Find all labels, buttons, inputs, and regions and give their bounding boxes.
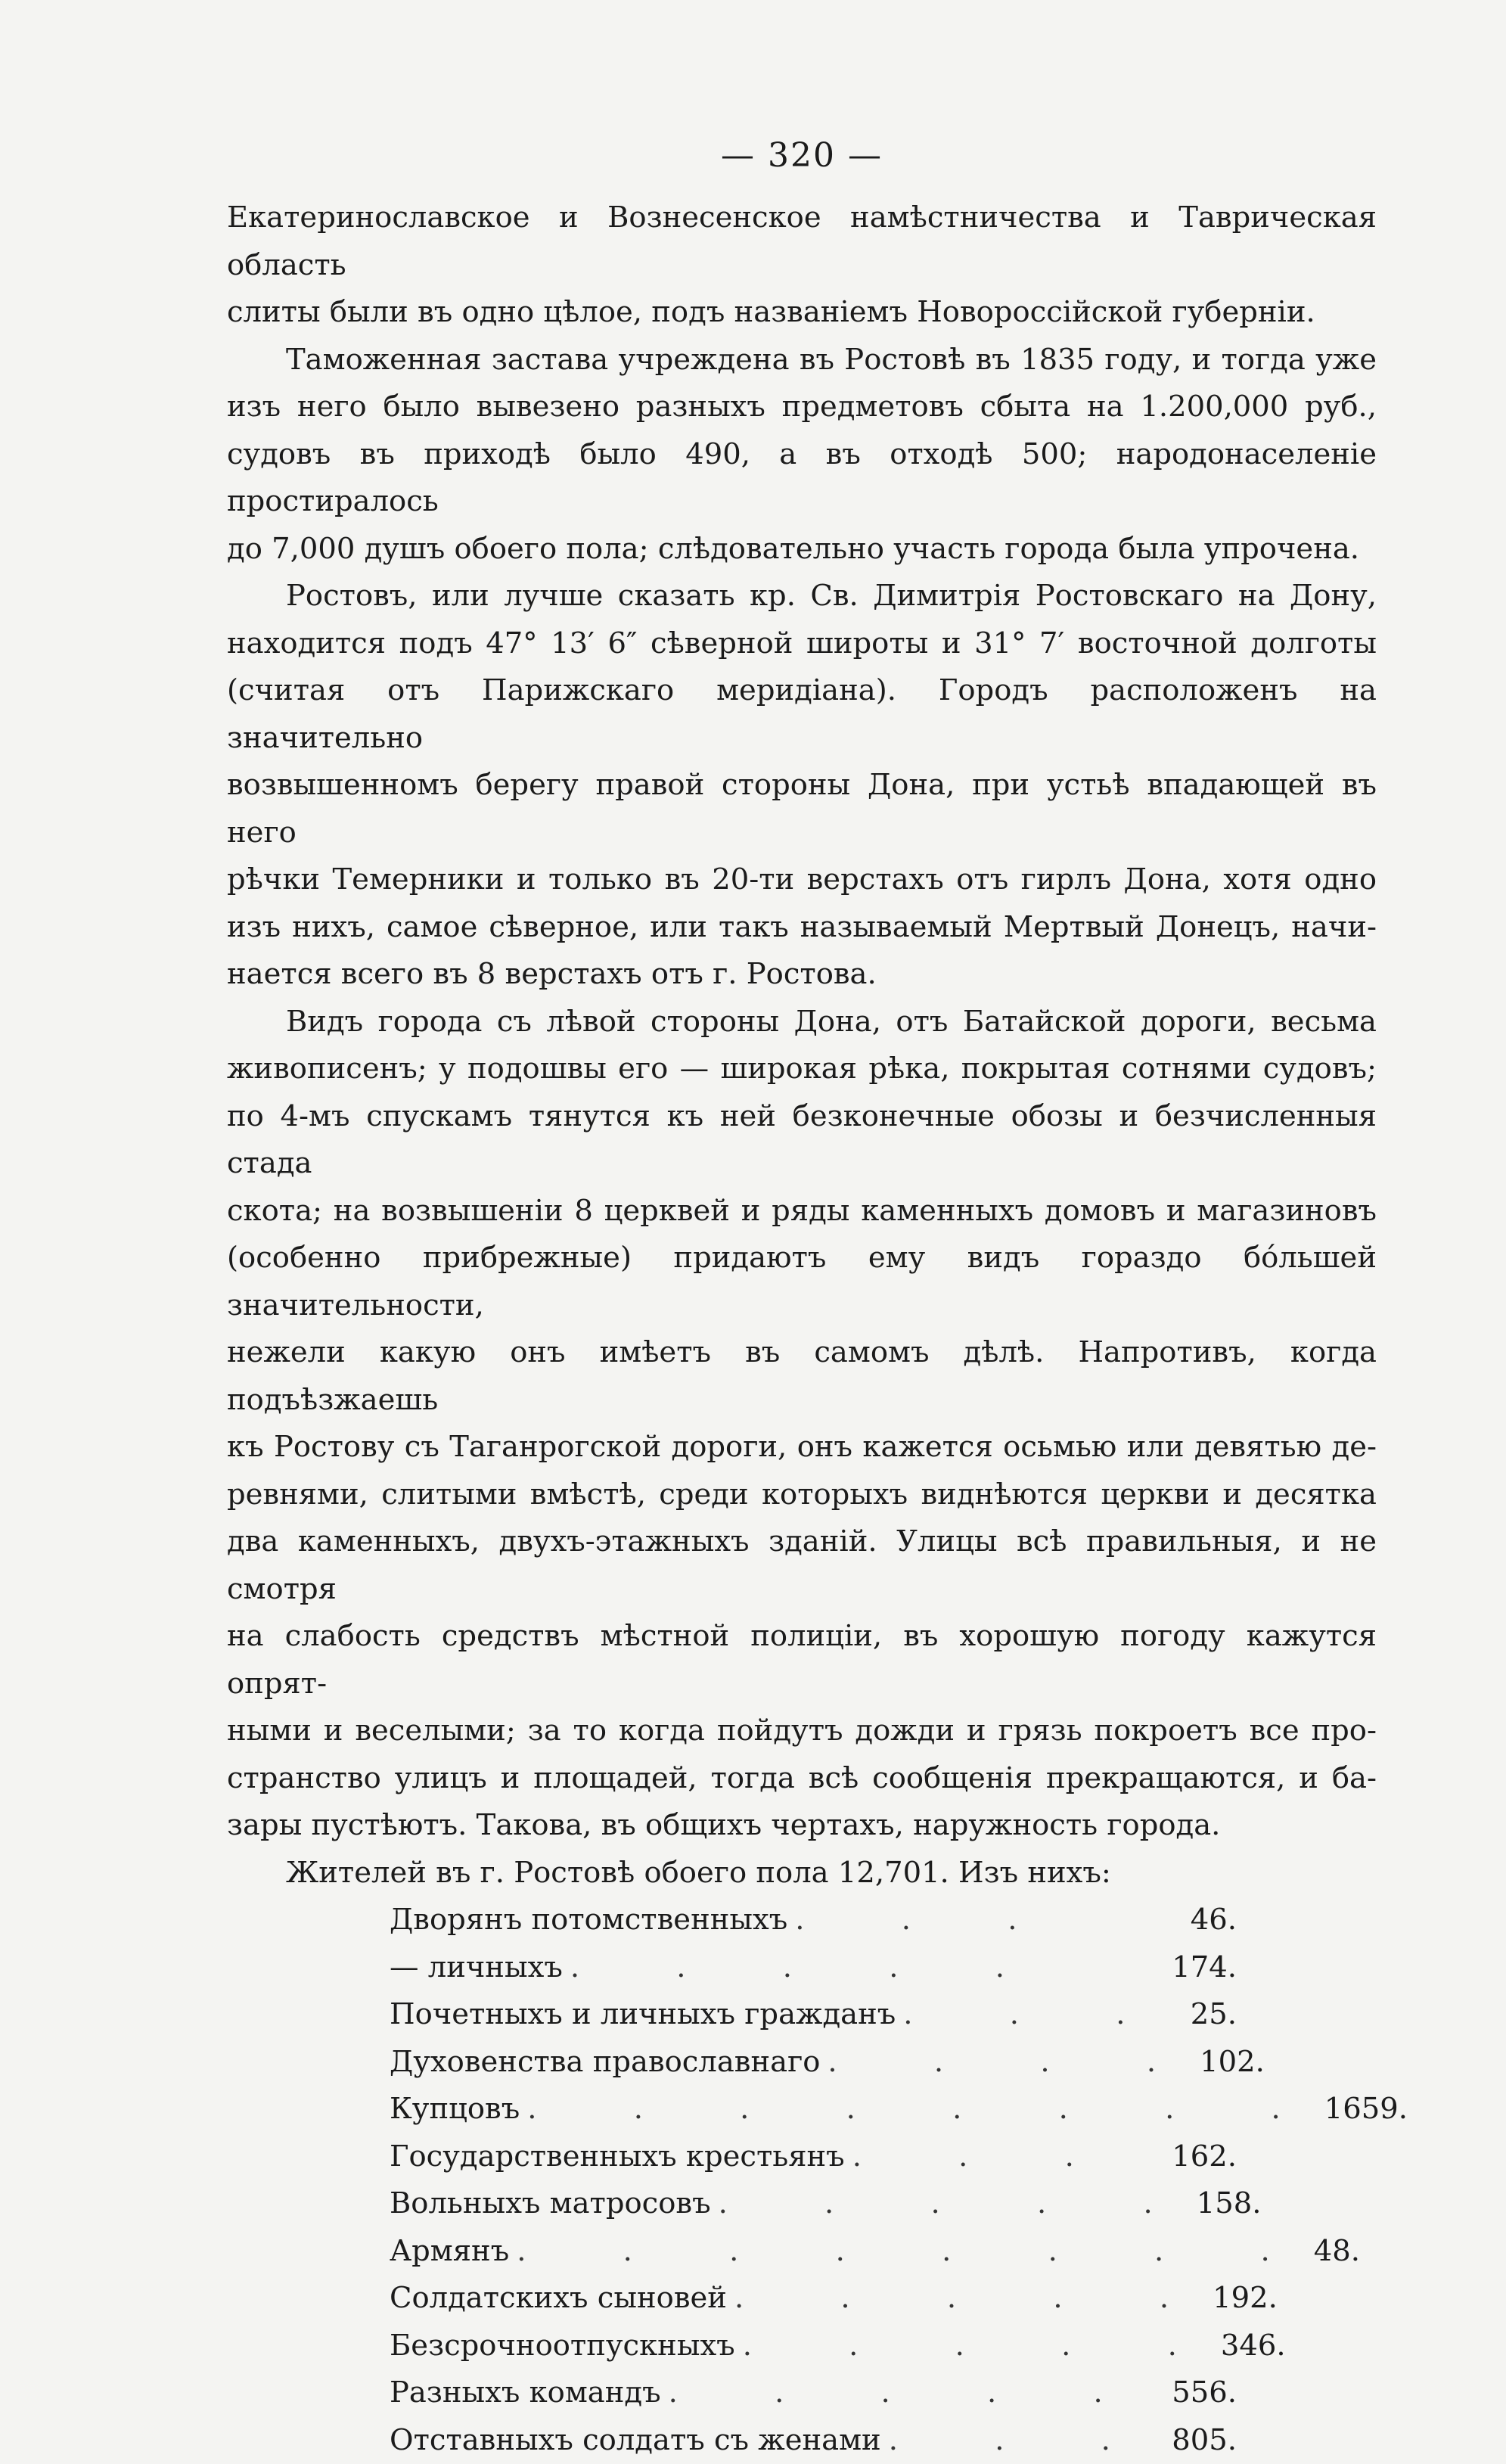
text-line: Таможенная застава учреждена въ Ростовѣ въ 1835 году, и тогда уже — [227, 337, 1377, 384]
row-label: Безсрочноотпускныхъ — [390, 2323, 743, 2370]
text-line: слиты были въ одно цѣлое, подъ названіемъ Новороссійской губерніи. — [227, 289, 1377, 337]
text-line: нежели какую онъ имѣетъ въ самомъ дѣлѣ. Напротивъ, когда подъѣзжаешь — [227, 1329, 1377, 1424]
table-row — [390, 1991, 1237, 2039]
row-value: 158. — [1197, 2180, 1262, 2228]
table-row — [390, 2228, 1237, 2276]
row-value: 192. — [1213, 2275, 1278, 2323]
text-line: ревнями, слитыми вмѣстѣ, среди которыхъ виднѣются церкви и десятка — [227, 1471, 1377, 1519]
table-row — [390, 1944, 1237, 1992]
text-line: изъ нихъ, самое сѣверное, или такъ называемый Мертвый Донецъ, начи- — [227, 904, 1377, 952]
row-value: 162. — [1146, 2133, 1237, 2181]
row-label: Купцовъ — [390, 2086, 527, 2133]
row-leader-dots: . . . — [852, 2133, 1146, 2181]
row-value: 1659. — [1324, 2086, 1408, 2133]
table-row — [390, 2275, 1237, 2323]
row-label: Вольныхъ матросовъ — [390, 2180, 719, 2228]
row-leader-dots: . . . — [889, 2417, 1154, 2464]
text-line: Ростовъ, или лучше сказать кр. Св. Димитрія Ростовскаго на Дону, — [227, 573, 1377, 620]
row-value: 346. — [1221, 2323, 1286, 2370]
row-label: Государственныхъ крестьянъ — [390, 2133, 852, 2181]
table-row — [390, 2039, 1237, 2086]
row-value: 556. — [1147, 2369, 1237, 2417]
text-line: (особенно прибрежные) придаютъ ему видъ гораздо бóльшей значительности, — [227, 1235, 1377, 1329]
row-leader-dots: . . . . — [828, 2039, 1200, 2086]
row-label: Дворянъ потомственныхъ — [390, 1897, 795, 1944]
row-label: Солдатскихъ сыновей — [390, 2275, 734, 2323]
row-leader-dots: . . . . . — [719, 2180, 1197, 2228]
paragraph — [227, 573, 1377, 999]
text-line: два каменныхъ, двухъ-этажныхъ зданій. Улицы всѣ правильныя, и не смотря — [227, 1518, 1377, 1613]
text-line: зары пустѣютъ. Такова, въ общихъ чертахъ, наружность города. — [227, 1802, 1377, 1850]
row-label: Почетныхъ и личныхъ гражданъ — [390, 1991, 903, 2039]
row-label: Разныхъ командъ — [390, 2369, 669, 2417]
row-leader-dots: . . . . . . . . — [527, 2086, 1324, 2133]
row-value: 174. — [1146, 1944, 1237, 1992]
table-row — [390, 2086, 1237, 2133]
table-row — [390, 2133, 1237, 2181]
text-line: ными и веселыми; за то когда пойдутъ дожди и грязь покроетъ все про- — [227, 1707, 1377, 1755]
population-intro: Жителей въ г. Ростовѣ обоего пола 12,701. Изъ нихъ: — [227, 1850, 1377, 1897]
row-value: 48. — [1314, 2228, 1360, 2276]
text-line: судовъ въ приходѣ было 490, а въ отходѣ 500; народонаселеніе простиралось — [227, 431, 1377, 526]
text-line: нается всего въ 8 верстахъ отъ г. Ростова. — [227, 951, 1377, 999]
table-row — [390, 2323, 1237, 2370]
text-line: (считая отъ Парижскаго меридіана). Городъ расположенъ на значительно — [227, 667, 1377, 762]
row-leader-dots: . . . — [903, 1991, 1169, 2039]
row-label: Армянъ — [390, 2228, 517, 2276]
row-value: 102. — [1200, 2039, 1265, 2086]
paragraph — [227, 337, 1377, 573]
row-label: Отставныхъ солдатъ съ женами — [390, 2417, 889, 2464]
page-body — [227, 136, 1377, 2464]
row-label: Духовенства православнаго — [390, 2039, 828, 2086]
text-line: живописенъ; у подошвы его — широкая рѣка, покрытая сотнями судовъ; — [227, 1046, 1377, 1093]
paragraph — [227, 194, 1377, 337]
row-value: 805. — [1154, 2417, 1237, 2464]
text-body — [227, 194, 1377, 1850]
text-line: находится подъ 47° 13′ 6″ сѣверной широты и 31° 7′ восточной долготы — [227, 620, 1377, 668]
table-row — [390, 2369, 1237, 2417]
row-label: — личныхъ — [390, 1944, 570, 1992]
text-line: странство улицъ и площадей, тогда всѣ сообщенія прекращаются, и ба- — [227, 1755, 1377, 1803]
text-line: рѣчки Темерники и только въ 20-ти верстахъ отъ гирлъ Дона, хотя одно — [227, 856, 1377, 904]
text-line: на слабость средствъ мѣстной полиціи, въ хорошую погоду кажутся опрят- — [227, 1613, 1377, 1707]
row-leader-dots: . . . . . — [743, 2323, 1221, 2370]
text-line: къ Ростову съ Таганрогской дороги, онъ кажется осьмью или девятью де- — [227, 1424, 1377, 1471]
paragraph — [227, 999, 1377, 1850]
text-line: возвышенномъ берегу правой стороны Дона, при устьѣ впадающей въ него — [227, 762, 1377, 856]
row-leader-dots: . . . . . — [734, 2275, 1213, 2323]
table-row — [390, 2180, 1237, 2228]
text-line: до 7,000 душъ обоего пола; слѣдовательно участь города была упрочена. — [227, 526, 1377, 573]
row-leader-dots: . . . — [795, 1897, 1146, 1944]
row-leader-dots: . . . . . — [669, 2369, 1147, 2417]
text-line: изъ него было вывезено разныхъ предметовъ сбыта на 1.200,000 руб., — [227, 384, 1377, 431]
text-line: по 4-мъ спускамъ тянутся къ ней безконечные обозы и безчисленныя стада — [227, 1093, 1377, 1188]
text-line: Екатеринославское и Вознесенское намѣстничества и Таврическая область — [227, 194, 1377, 289]
population-table — [227, 1897, 1237, 2464]
table-row — [390, 2417, 1237, 2464]
page-number: — 320 — — [227, 136, 1377, 175]
row-leader-dots: . . . . . — [570, 1944, 1146, 1992]
row-leader-dots: . . . . . . . . — [517, 2228, 1314, 2276]
row-value: 46. — [1146, 1897, 1237, 1944]
text-line: скота; на возвышеніи 8 церквей и ряды каменныхъ домовъ и магазиновъ — [227, 1188, 1377, 1235]
text-line: Видъ города съ лѣвой стороны Дона, отъ Батайской дороги, весьма — [227, 999, 1377, 1046]
row-value: 25. — [1169, 1991, 1237, 2039]
table-row — [390, 1897, 1237, 1944]
